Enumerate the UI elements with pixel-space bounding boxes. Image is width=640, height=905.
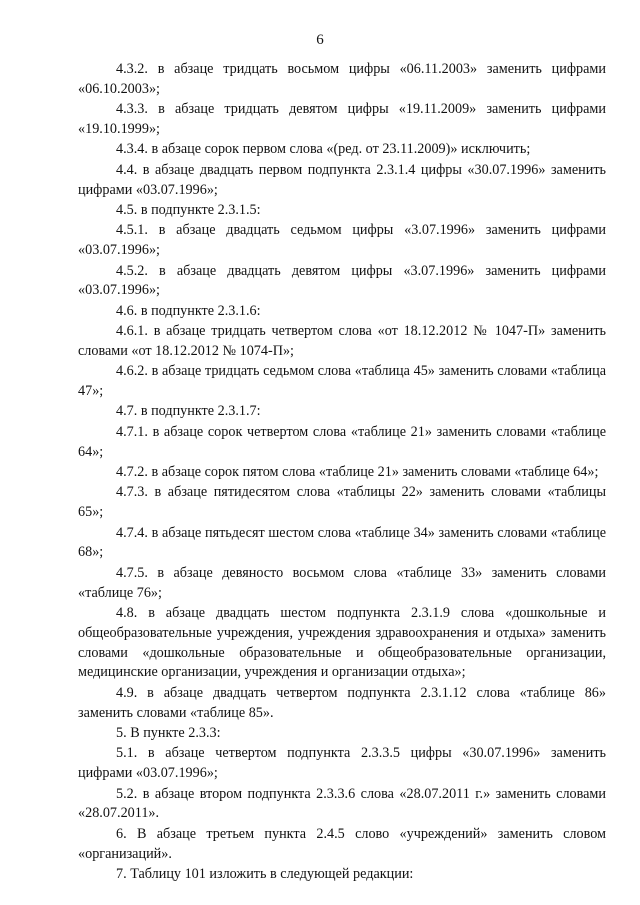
- page-number: 6: [316, 32, 324, 48]
- paragraph: 4.7.2. в абзаце сорок пятом слова «таблице 21» заменить словами «таблице 64»;: [116, 464, 599, 481]
- paragraph: 5.1. в абзаце четвертом подпункта 2.3.3.5 цифры «30.07.1996» заменить цифрами «03.07.1996»;: [78, 745, 606, 782]
- paragraph: 4.5.2. в абзаце двадцать девятом цифры «3.07.1996» заменить цифрами «03.07.1996»;: [78, 262, 606, 299]
- paragraph: 4.9. в абзаце двадцать четвертом подпункта 2.3.1.12 слова «таблице 86» заменить словами «таблице 85».: [78, 684, 606, 721]
- paragraph: 4.7. в подпункте 2.3.1.7:: [116, 403, 261, 420]
- paragraph: 4.3.2. в абзаце тридцать восьмом цифры «06.11.2003» заменить цифрами «06.10.2003»;: [78, 61, 606, 97]
- paragraph: 4.7.4. в абзаце пятьдесят шестом слова «таблице 34» заменить словами «таблице 68»;: [78, 524, 606, 561]
- paragraph: 4.4. в абзаце двадцать первом подпункта 2.3.1.4 цифры «30.07.1996» заменить цифрами «03.07.1996»;: [78, 161, 606, 198]
- paragraph: 5. В пункте 2.3.3:: [116, 724, 221, 741]
- paragraph: 4.7.5. в абзаце девяносто восьмом слова «таблице 33» заменить словами «таблице 76»;: [78, 564, 606, 601]
- paragraph: 4.3.3. в абзаце тридцать девятом цифры «19.11.2009» заменить цифрами «19.10.1999»;: [78, 101, 606, 137]
- paragraph: 4.5. в подпункте 2.3.1.5:: [116, 201, 261, 218]
- paragraph: 7. Таблицу 101 изложить в следующей редакции:: [116, 865, 414, 882]
- paragraph: 4.8. в абзаце двадцать шестом подпункта 2.3.1.9 слова «дошкольные и общеобразовательные учреждения, учреждения здравоохранения и отдыха» заменить словами «дошкольные образовательные и общеобразовательные организации, медицинские организации, учреждения и организации отдыха»;: [78, 605, 606, 681]
- paragraph: 4.6.2. в абзаце тридцать седьмом слова «таблица 45» заменить словами «таблица 47»;: [78, 363, 606, 400]
- paragraph: 4.7.3. в абзаце пятидесятом слова «таблицы 22» заменить словами «таблицы 65»;: [78, 484, 606, 521]
- paragraph: 4.3.4. в абзаце сорок первом слова «(ред. от 23.11.2009)» исключить;: [116, 141, 531, 158]
- paragraph: 4.7.1. в абзаце сорок четвертом слова «таблице 21» заменить словами «таблице 64»;: [78, 423, 606, 460]
- paragraph: 4.6.1. в абзаце тридцать четвертом слова «от 18.12.2012 № 1047-П» заменить словами «от 18.12.2012 № 1074-П»;: [78, 323, 606, 359]
- paragraph: 4.5.1. в абзаце двадцать седьмом цифры «3.07.1996» заменить цифрами «03.07.1996»;: [78, 222, 606, 259]
- paragraph: 6. В абзаце третьем пункта 2.4.5 слово «учреждений» заменить словом «организаций».: [78, 825, 606, 862]
- paragraph: 4.6. в подпункте 2.3.1.6:: [116, 302, 261, 319]
- document-body: [78, 60, 606, 885]
- paragraph: 5.2. в абзаце втором подпункта 2.3.3.6 слова «28.07.2011 г.» заменить словами «28.07.2011».: [78, 785, 606, 822]
